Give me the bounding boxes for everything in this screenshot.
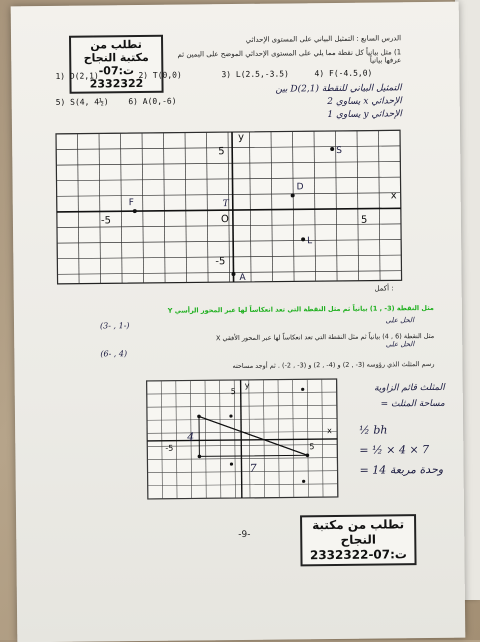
grid1-y-label: y [238,131,245,143]
grid2-tick-pos5: 5 [309,442,315,452]
area-working [345,380,445,413]
grid1-point-L-label: L [307,236,313,247]
grid1-origin-label: O [220,214,229,226]
grid1-tick-neg5: -5 [100,215,111,227]
point-T: 2) T(0,0) [138,70,182,81]
complete-label: : أكمل [374,284,394,293]
grid2-tick-y5: 5 [230,387,236,397]
working-line4: = ½ × 4 × 7 [359,443,430,457]
grid2-tick-neg5: -5 [165,443,174,453]
question-2-text: مثل النقطة (3- , 1) بيانياً ثم مثل النقطة التي تعد انعكاساً لها عبر المحور الرأسي Y [167,303,434,315]
question-2-note: الحل على [385,316,415,325]
question-4: رسم المثلث الذي رؤوسه (3- , 2) و (4- , 2) و (3- , 2-) . ثم أوجد مساحته [232,359,435,371]
grid1-point-T-label: T [222,199,229,210]
grid1-tick-yneg5: -5 [215,256,226,268]
point-F: 4) F(-4.5,0) [314,68,373,79]
stamp-top-line1: تطلب من مكتبة النجاح [83,37,149,65]
worksheet-page [11,2,466,642]
point-D: 1) D(2,1) [55,71,99,81]
points-row-1 [55,69,372,81]
point-S: 5) S(4, 4½) [55,97,109,107]
grid2-x-label: x [327,426,332,436]
question-3-answer: (6- , 4) [100,349,128,359]
question-2-answer: (3- , 1-) [99,321,130,331]
grid1-point-F-label: F [128,198,134,209]
hand-note-line2: الإحداثي x يساوي 2 [327,96,402,108]
bookstore-stamp-bottom [300,514,417,566]
grid2-height-label: 4 [187,430,195,444]
grid2-base-label: 7 [249,461,257,475]
handwritten-note [242,82,402,123]
grid1-point-A-label: A [239,272,246,283]
grid1-point-D-label: D [296,182,304,193]
grid2-y-label: y [244,380,250,390]
grid1-tick-pos5: 5 [360,214,368,226]
grid1-tick-y5: 5 [218,146,225,158]
point-A: 6) A(0,-6) [128,96,177,107]
point-L: 3) L(2.5,-3.5) [221,69,289,80]
bookstore-stamp-top [69,35,164,94]
question-3: مثل النقطة (6 , 4) بيانياً ثم مثل النقطة التي تعد انعكاساً لها عبر المحور الأفقي X [215,331,435,343]
lesson-title: الدرس السابع : التمثيل البياني على المستوى الإحداثي [245,34,402,44]
stamp-bottom-line1: تطلب من مكتبة النجاح [312,517,405,547]
working-line2: مساحة المثلث = [380,398,445,410]
coordinate-grid-2 [143,377,344,503]
grid1-point-S-label: S [336,145,342,156]
question-1: 1) مثل بيانياً كل نقطة مما يلي على المستوى الإحداثي الموضح على اليمين ثم عرفها بيانياً [177,48,402,65]
hand-note-line1: التمثيل البياني للنقطة D(2,1) بين [275,83,402,95]
points-row-2 [56,97,177,107]
page-number: -9- [238,529,251,541]
grid1-x-label: x [390,190,397,202]
hand-note-line3: الإحداثي y يساوي 1 [327,109,402,121]
question-3-note: الحل على [385,340,415,349]
area-formula [359,420,443,481]
coordinate-grid-1 [48,126,412,290]
stamp-top-line2: ت:07-2332322 [89,64,144,91]
question-2 [134,304,434,315]
working-line3: ½ bh [359,423,388,437]
working-line1: المثلث قائم الزاوية [374,382,445,394]
stamp-bottom-line2: ت:07-2332322 [309,547,408,563]
working-line5: = 14 وحدة مربعة [359,462,444,477]
